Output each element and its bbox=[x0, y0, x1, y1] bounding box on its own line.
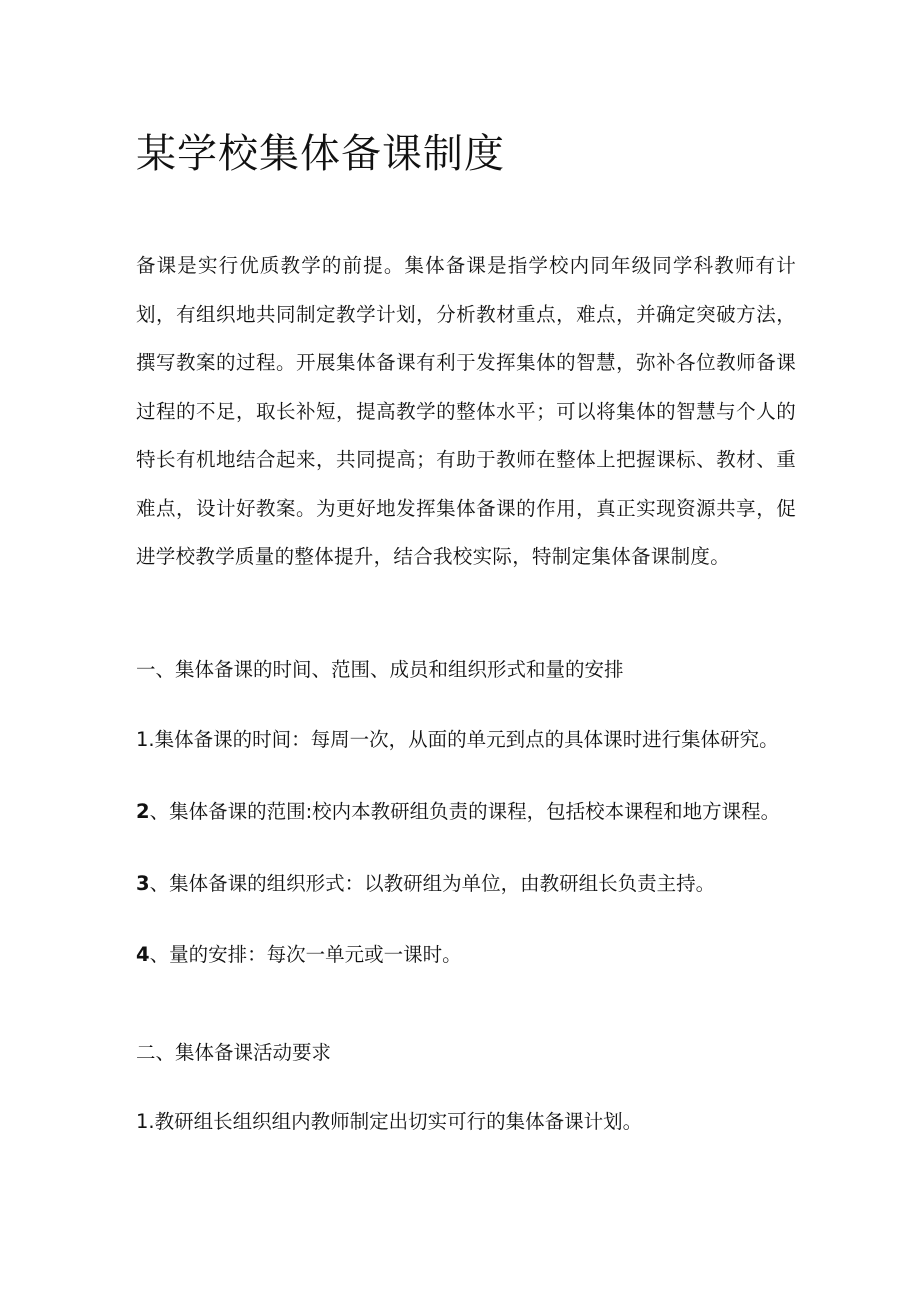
section-1-heading: 一、集体备课的时间、范围、成员和组织形式和量的安排 bbox=[136, 658, 624, 681]
section-1-item-1 bbox=[136, 725, 779, 755]
item-number: 1. bbox=[136, 1110, 155, 1133]
section-2-item-1 bbox=[136, 1107, 642, 1137]
section-1-item-4 bbox=[136, 940, 462, 970]
item-text: 、集体备课的组织形式：以教研组为单位，由教研组长负责主持。 bbox=[149, 872, 716, 895]
item-number: 4 bbox=[136, 943, 150, 966]
item-number: 2 bbox=[136, 800, 150, 823]
item-text: 集体备课的时间：每周一次，从面的单元到点的具体课时进行集体研究。 bbox=[154, 728, 779, 751]
item-number: 1. bbox=[136, 728, 155, 751]
item-text: 、量的安排：每次一单元或一课时。 bbox=[149, 943, 462, 966]
document-title: 某学校集体备课制度 bbox=[136, 131, 505, 177]
item-text: 教研组长组织组内教师制定出切实可行的集体备课计划。 bbox=[154, 1110, 643, 1133]
item-number: 3 bbox=[136, 872, 150, 895]
section-2-heading: 二、集体备课活动要求 bbox=[136, 1041, 332, 1064]
item-text: 、集体备课的范围:校内本教研组负责的课程，包括校本课程和地方课程。 bbox=[149, 800, 781, 823]
section-1-item-2 bbox=[136, 797, 780, 827]
section-1-item-3 bbox=[136, 869, 715, 899]
intro-paragraph: 备课是实行优质教学的前提。集体备课是指学校内同年级同学科教师有计划，有组织地共同制定教学计划，分析教材重点，难点，并确定突破方法，撰写教案的过程。开展集体备课有利于发挥集体的智慧，弥补各位教师备课过程的不足，取长补短，提高教学的整体水平；可以将集体的智慧与个人的特长有机地结合起来，共同提高；有助于教师在整体上把握课标、教材、重难点，设计好教案。为更好地发挥集体备课的作用，真正实现资源共享，促进学校教学质量的整体提升，结合我校实际，特制定集体备课制度。 bbox=[136, 254, 796, 568]
